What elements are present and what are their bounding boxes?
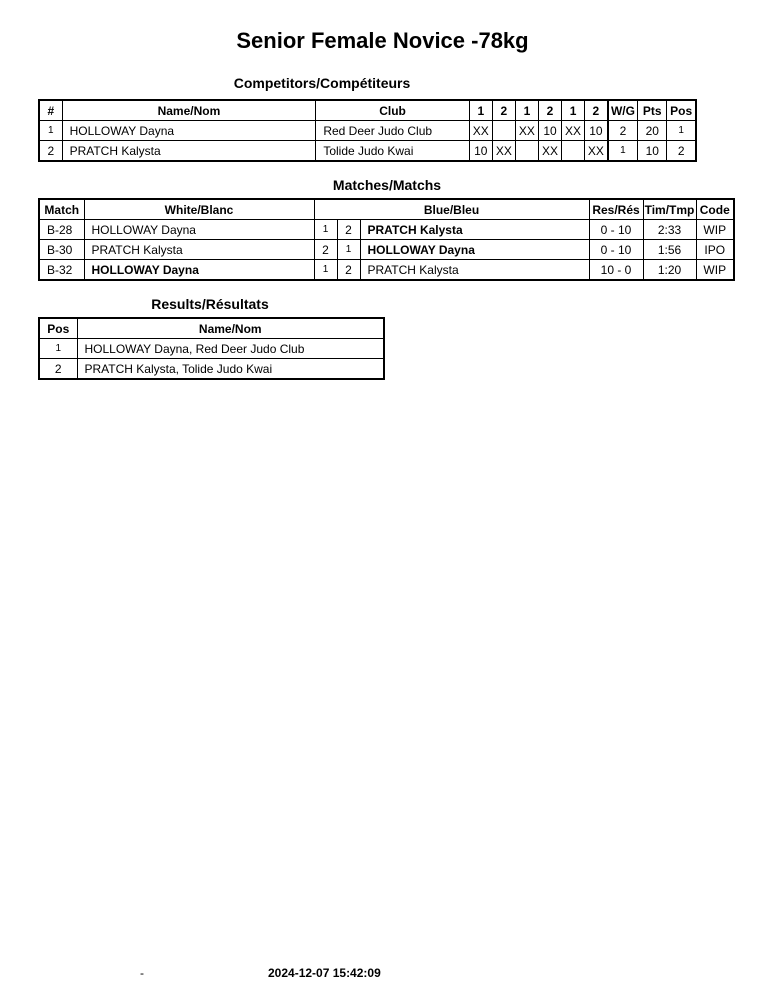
pos-cell: 2 — [667, 141, 696, 162]
header-match: Match — [39, 199, 84, 220]
white-competitor: PRATCH Kalysta — [84, 240, 314, 260]
footer-timestamp: 2024-12-07 15:42:09 — [268, 966, 381, 980]
table-row — [39, 240, 734, 260]
header-pos: Pos — [667, 100, 696, 121]
table-row — [39, 220, 734, 240]
score-cell — [515, 141, 538, 162]
blue-number: 1 — [337, 240, 360, 260]
competitors-heading: Competitors/Compétiteurs — [233, 75, 411, 91]
score-cell: XX — [469, 121, 492, 141]
page-title: Senior Female Novice -78kg — [236, 28, 529, 53]
results-header-row — [39, 318, 384, 339]
competitors-header-row — [39, 100, 696, 121]
footer-dash: - — [140, 966, 144, 980]
score-cell: 10 — [538, 121, 561, 141]
header-round-6: 2 — [585, 100, 608, 121]
header-code: Code — [696, 199, 734, 220]
table-row — [39, 121, 696, 141]
result-name: PRATCH Kalysta, Tolide Judo Kwai — [77, 359, 384, 380]
header-pts: Pts — [638, 100, 667, 121]
pts-cell: 10 — [638, 141, 667, 162]
match-result: 0 - 10 — [589, 220, 643, 240]
pts-cell: 20 — [638, 121, 667, 141]
score-cell — [562, 141, 585, 162]
blue-competitor: PRATCH Kalysta — [360, 260, 589, 281]
match-time: 1:56 — [643, 240, 696, 260]
pos-cell: 1 — [667, 121, 696, 141]
header-round-1: 1 — [469, 100, 492, 121]
matches-header-row — [39, 199, 734, 220]
competitor-club: Tolide Judo Kwai — [316, 141, 469, 162]
wg-cell: 2 — [608, 121, 638, 141]
competitor-name: HOLLOWAY Dayna — [62, 121, 316, 141]
table-row — [39, 359, 384, 380]
match-code: WIP — [696, 260, 734, 281]
score-cell: XX — [538, 141, 561, 162]
blue-competitor: PRATCH Kalysta — [360, 220, 589, 240]
competitor-name: PRATCH Kalysta — [62, 141, 316, 162]
wg-cell: 1 — [608, 141, 638, 162]
score-cell: XX — [515, 121, 538, 141]
header-res: Res/Rés — [589, 199, 643, 220]
competitor-num: 1 — [39, 121, 62, 141]
blue-number: 2 — [337, 260, 360, 281]
match-result: 10 - 0 — [589, 260, 643, 281]
competitors-table — [38, 99, 697, 162]
result-pos: 1 — [39, 339, 77, 359]
white-number: 2 — [314, 240, 337, 260]
white-number: 1 — [314, 260, 337, 281]
white-competitor: HOLLOWAY Dayna — [84, 260, 314, 281]
match-code: IPO — [696, 240, 734, 260]
match-id: B-30 — [39, 240, 84, 260]
header-club: Club — [316, 100, 469, 121]
match-time: 2:33 — [643, 220, 696, 240]
white-number: 1 — [314, 220, 337, 240]
match-id: B-32 — [39, 260, 84, 281]
header-blue: Blue/Bleu — [314, 199, 589, 220]
match-code: WIP — [696, 220, 734, 240]
table-row — [39, 339, 384, 359]
header-num: # — [39, 100, 62, 121]
competitor-club: Red Deer Judo Club — [316, 121, 469, 141]
header-name: Name/Nom — [62, 100, 316, 121]
table-row — [39, 141, 696, 162]
match-id: B-28 — [39, 220, 84, 240]
header-wg: W/G — [608, 100, 638, 121]
score-cell: XX — [562, 121, 585, 141]
header-pos: Pos — [39, 318, 77, 339]
match-time: 1:20 — [643, 260, 696, 281]
score-cell: XX — [585, 141, 608, 162]
match-result: 0 - 10 — [589, 240, 643, 260]
blue-competitor: HOLLOWAY Dayna — [360, 240, 589, 260]
header-white: White/Blanc — [84, 199, 314, 220]
header-round-4: 2 — [538, 100, 561, 121]
competitor-num: 2 — [39, 141, 62, 162]
matches-table — [38, 198, 735, 281]
results-table — [38, 317, 385, 380]
matches-heading: Matches/Matchs — [332, 177, 442, 193]
header-name: Name/Nom — [77, 318, 384, 339]
result-name: HOLLOWAY Dayna, Red Deer Judo Club — [77, 339, 384, 359]
score-cell: 10 — [585, 121, 608, 141]
blue-number: 2 — [337, 220, 360, 240]
result-pos: 2 — [39, 359, 77, 380]
table-row — [39, 260, 734, 281]
results-heading: Results/Résultats — [151, 296, 269, 312]
header-round-3: 1 — [515, 100, 538, 121]
white-competitor: HOLLOWAY Dayna — [84, 220, 314, 240]
header-round-5: 1 — [562, 100, 585, 121]
score-cell — [492, 121, 515, 141]
header-round-2: 2 — [492, 100, 515, 121]
score-cell: XX — [492, 141, 515, 162]
header-time: Tim/Tmp — [643, 199, 696, 220]
score-cell: 10 — [469, 141, 492, 162]
